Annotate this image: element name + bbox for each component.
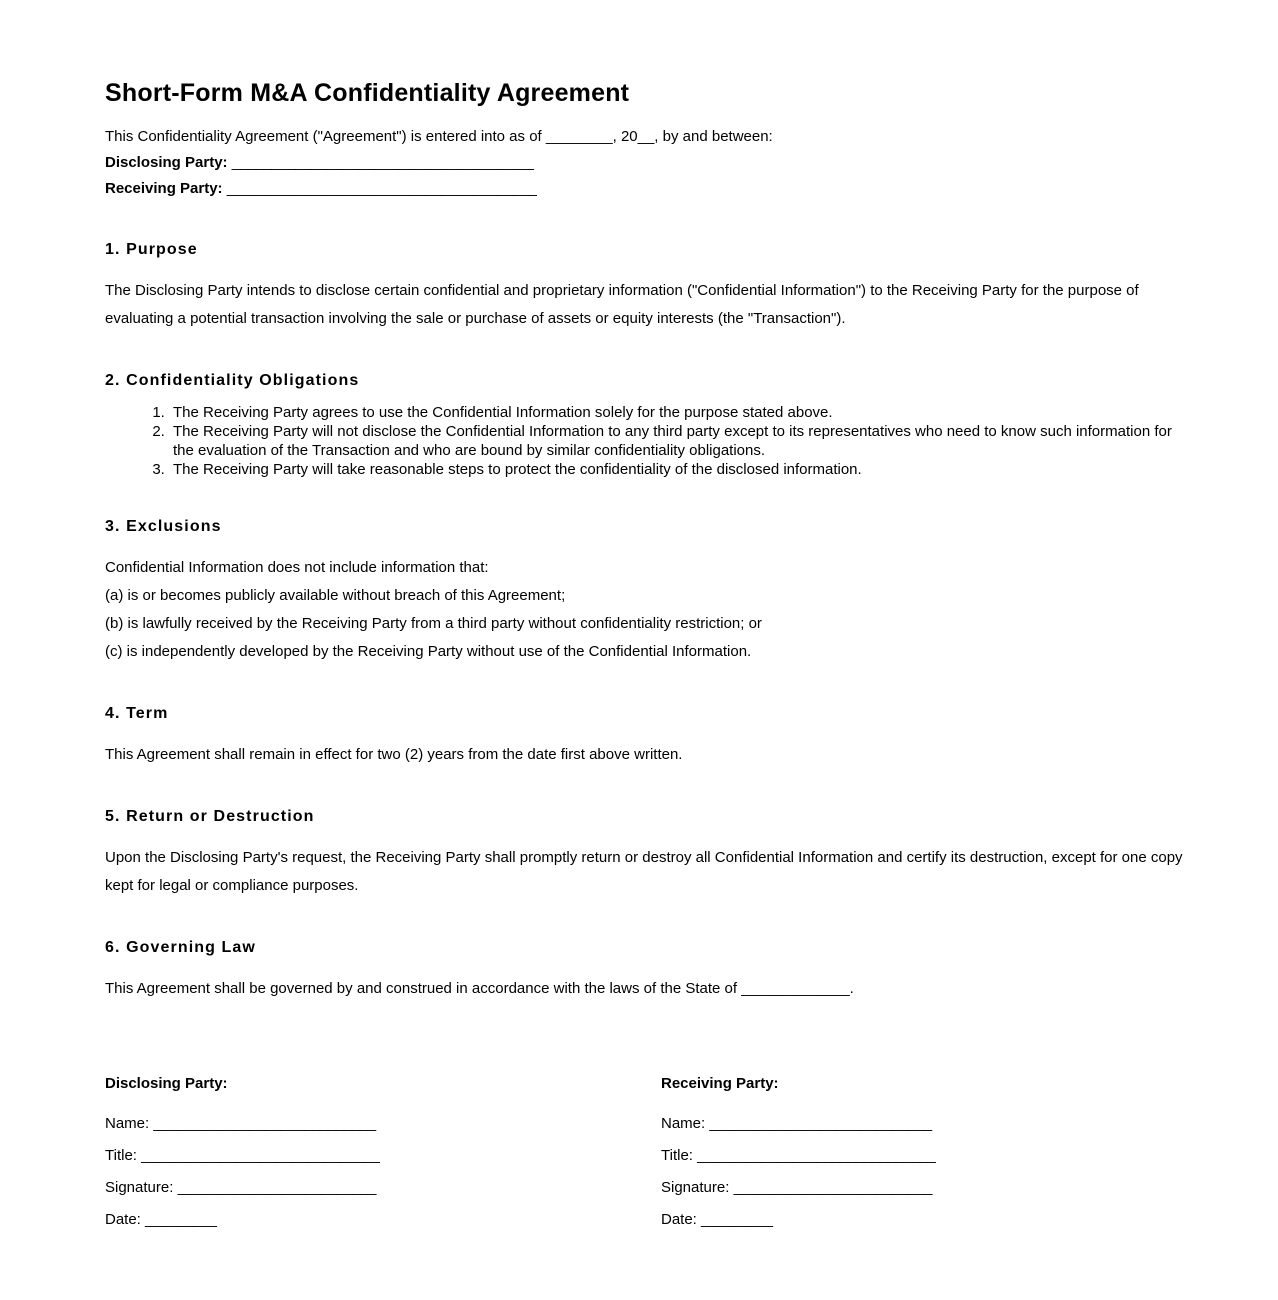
section-purpose-body	[105, 277, 1190, 333]
section-confidentiality-obligations-heading: 2. Confidentiality Obligations	[105, 372, 360, 389]
receiving-date-row	[661, 1204, 1217, 1236]
receiving-name-blank[interactable]: ____________________________	[709, 1115, 932, 1132]
disclosing-party-line	[105, 150, 1190, 176]
disclosing-name-label: Name:	[105, 1115, 150, 1132]
section-return-or-destruction-body	[105, 844, 1190, 900]
section-purpose-heading: 1. Purpose	[105, 241, 198, 258]
section-return-or-destruction-heading: 5. Return or Destruction	[105, 808, 315, 825]
agreement-intro-text: This Confidentiality Agreement ("Agreement") is entered into as of ________, 20__, by and between:	[105, 128, 773, 145]
receiving-signature-blank[interactable]: _________________________	[733, 1179, 933, 1196]
disclosing-title-blank[interactable]: ______________________________	[141, 1147, 380, 1164]
confidentiality-obligations-list	[105, 403, 1190, 479]
signature-blocks	[105, 1069, 1190, 1236]
disclosing-signature-label: Signature:	[105, 1179, 174, 1196]
disclosing-signature-blank[interactable]: _________________________	[177, 1179, 377, 1196]
page-title: Short-Form M&A Confidentiality Agreement	[105, 79, 630, 107]
disclosing-party-blank[interactable]: ______________________________________	[231, 154, 534, 171]
list-item: 2. The Receiving Party will not disclose the Confidential Information to any third party except to its representatives who need to know such information for the evaluation of the Transaction and who are bound by similar confidentiality obligations.	[169, 422, 1190, 460]
exclusions-lead: Confidential Information does not include information that:	[105, 559, 489, 576]
disclosing-name-row	[105, 1108, 661, 1140]
disclosing-party-signature-block	[105, 1069, 661, 1236]
disclosing-date-blank[interactable]: _________	[145, 1211, 217, 1228]
section-governing-law-body	[105, 975, 1190, 1003]
receiving-date-label: Date:	[661, 1211, 697, 1228]
disclosing-title-label: Title:	[105, 1147, 137, 1164]
section-return-or-destruction	[105, 807, 1190, 900]
exclusions-clause-b: (b) is lawfully received by the Receiving Party from a third party without confidentiality restriction; or	[105, 615, 762, 632]
receiving-title-blank[interactable]: ______________________________	[697, 1147, 936, 1164]
section-term-paragraph: This Agreement shall remain in effect for two (2) years from the date first above written.	[105, 746, 683, 763]
receiving-name-row	[661, 1108, 1217, 1140]
section-exclusions-body	[105, 554, 1190, 666]
disclosing-signature-row	[105, 1172, 661, 1204]
section-governing-law-heading: 6. Governing Law	[105, 939, 256, 956]
receiving-signature-title: Receiving Party:	[661, 1075, 779, 1092]
receiving-signature-row	[661, 1172, 1217, 1204]
section-exclusions	[105, 517, 1190, 666]
disclosing-date-label: Date:	[105, 1211, 141, 1228]
receiving-date-blank[interactable]: _________	[701, 1211, 773, 1228]
section-purpose-paragraph: The Disclosing Party intends to disclose certain confidential and proprietary information ("Confidential Information") to the Receiving Party for the purpose of evaluating a potential transaction involving the sale or purchase of assets or equity interests (the "Transaction").	[105, 282, 1139, 327]
exclusions-clause-c: (c) is independently developed by the Receiving Party without use of the Confidential Information.	[105, 643, 752, 660]
section-return-or-destruction-paragraph: Upon the Disclosing Party's request, the Receiving Party shall promptly return or destroy all Confidential Information and certify its destruction, except for one copy kept for legal or compliance purposes.	[105, 849, 1183, 894]
list-item: 1. The Receiving Party agrees to use the Confidential Information solely for the purpose stated above.	[169, 403, 1190, 422]
receiving-party-signature-block	[661, 1069, 1217, 1236]
section-governing-law-paragraph: This Agreement shall be governed by and construed in accordance with the laws of the State of _____________.	[105, 980, 854, 997]
disclosing-date-row	[105, 1204, 661, 1236]
section-exclusions-heading: 3. Exclusions	[105, 518, 222, 535]
receiving-title-row	[661, 1140, 1217, 1172]
list-item: 3. The Receiving Party will take reasonable steps to protect the confidentiality of the disclosed information.	[169, 460, 1190, 479]
receiving-title-label: Title:	[661, 1147, 693, 1164]
section-purpose	[105, 240, 1190, 333]
receiving-party-line	[105, 176, 1190, 202]
agreement-intro-line	[105, 124, 1190, 150]
section-confidentiality-obligations	[105, 371, 1190, 479]
receiving-signature-label: Signature:	[661, 1179, 730, 1196]
exclusions-clause-a: (a) is or becomes publicly available without breach of this Agreement;	[105, 587, 566, 604]
disclosing-name-blank[interactable]: ____________________________	[153, 1115, 376, 1132]
section-term-heading: 4. Term	[105, 705, 169, 722]
section-governing-law	[105, 938, 1190, 1003]
receiving-party-label: Receiving Party:	[105, 180, 223, 197]
disclosing-signature-title: Disclosing Party:	[105, 1075, 228, 1092]
disclosing-party-label: Disclosing Party:	[105, 154, 228, 171]
section-term-body	[105, 741, 1190, 769]
receiving-party-blank[interactable]: _______________________________________	[226, 180, 537, 197]
receiving-name-label: Name:	[661, 1115, 706, 1132]
section-term	[105, 704, 1190, 769]
disclosing-title-row	[105, 1140, 661, 1172]
